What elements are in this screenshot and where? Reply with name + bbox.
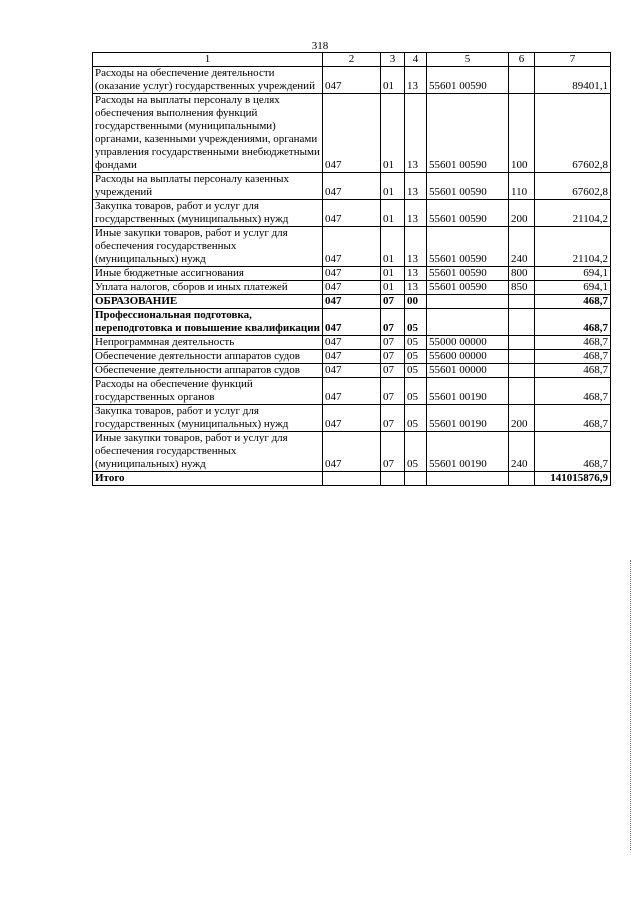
- cell-name: Расходы на выплаты персоналу в целях обеспечения выполнения функций государственными (муниципальными) органами, казенными учреждениями, органами управления государственными внебюджетными фондами: [93, 94, 323, 173]
- header-cell: 5: [427, 53, 509, 67]
- cell-name: Расходы на обеспечение деятельности (оказание услуг) государственных учреждений: [93, 67, 323, 94]
- total-label: Итого: [93, 472, 323, 486]
- cell-c4: 13: [405, 173, 427, 200]
- cell-c4: 13: [405, 281, 427, 295]
- table-row: [93, 295, 611, 309]
- total-row: [93, 472, 611, 486]
- table-row: [93, 378, 611, 405]
- cell-c5: 55601 00000: [427, 364, 509, 378]
- cell-c6: [509, 295, 535, 309]
- cell-c3: 01: [381, 227, 405, 267]
- header-cell: 4: [405, 53, 427, 67]
- cell-c7: 67602,8: [535, 173, 611, 200]
- cell-c7: 468,7: [535, 295, 611, 309]
- table-row: [93, 405, 611, 432]
- header-cell: 1: [93, 53, 323, 67]
- cell-c5: 55601 00590: [427, 281, 509, 295]
- cell-name: ОБРАЗОВАНИЕ: [93, 295, 323, 309]
- cell-c5: 55601 00590: [427, 67, 509, 94]
- cell-name: Непрограммная деятельность: [93, 336, 323, 350]
- table-row: [93, 281, 611, 295]
- cell-name: Обеспечение деятельности аппаратов судов: [93, 364, 323, 378]
- cell-c6: 200: [509, 405, 535, 432]
- cell-c2: 047: [323, 309, 381, 336]
- cell-c4: 05: [405, 309, 427, 336]
- cell-c3: 01: [381, 267, 405, 281]
- table-row: [93, 350, 611, 364]
- cell-c5: 55000 00000: [427, 336, 509, 350]
- cell-c6: 200: [509, 200, 535, 227]
- cell-c6: 240: [509, 432, 535, 472]
- cell-name: Уплата налогов, сборов и иных платежей: [93, 281, 323, 295]
- cell-c6: [509, 336, 535, 350]
- table-row: [93, 364, 611, 378]
- cell-c5: 55601 00590: [427, 227, 509, 267]
- cell-c3: 07: [381, 336, 405, 350]
- cell-name: Профессиональная подготовка, переподготовка и повышение квалификации: [93, 309, 323, 336]
- cell-c3: 01: [381, 94, 405, 173]
- header-cell: 3: [381, 53, 405, 67]
- table-header-row: [93, 53, 611, 67]
- cell-c2: 047: [323, 432, 381, 472]
- cell-c5: 55600 00000: [427, 350, 509, 364]
- cell-c2: 047: [323, 173, 381, 200]
- cell-c2: 047: [323, 378, 381, 405]
- header-cell: 6: [509, 53, 535, 67]
- cell-c4: 05: [405, 350, 427, 364]
- cell-c6: [509, 378, 535, 405]
- cell-c3: 01: [381, 173, 405, 200]
- table-row: [93, 309, 611, 336]
- cell-c7: 468,7: [535, 309, 611, 336]
- table-row: [93, 94, 611, 173]
- cell-c3: 07: [381, 378, 405, 405]
- cell-c2: 047: [323, 67, 381, 94]
- cell-c7: 468,7: [535, 364, 611, 378]
- cell-c5: 55601 00590: [427, 173, 509, 200]
- cell-name: Закупка товаров, работ и услуг для государственных (муниципальных) нужд: [93, 405, 323, 432]
- cell-name: Иные бюджетные ассигнования: [93, 267, 323, 281]
- cell-c6: 800: [509, 267, 535, 281]
- cell-c3: 07: [381, 405, 405, 432]
- cell-c4: 05: [405, 336, 427, 350]
- cell-c3: 07: [381, 432, 405, 472]
- cell-c6: 110: [509, 173, 535, 200]
- cell-name: Расходы на выплаты персоналу казенных учреждений: [93, 173, 323, 200]
- header-cell: 2: [323, 53, 381, 67]
- cell-c7: 21104,2: [535, 200, 611, 227]
- cell-name: Иные закупки товаров, работ и услуг для обеспечения государственных (муниципальных) нужд: [93, 227, 323, 267]
- cell-c6: [509, 67, 535, 94]
- cell-name: Закупка товаров, работ и услуг для государственных (муниципальных) нужд: [93, 200, 323, 227]
- cell-c4: 00: [405, 295, 427, 309]
- cell-c7: 468,7: [535, 405, 611, 432]
- cell-c7: 694,1: [535, 281, 611, 295]
- cell-c2: 047: [323, 336, 381, 350]
- cell-c4: 05: [405, 378, 427, 405]
- total-empty-cell: [427, 472, 509, 486]
- cell-c4: 13: [405, 200, 427, 227]
- total-value: 141015876,9: [535, 472, 611, 486]
- cell-c3: 07: [381, 295, 405, 309]
- total-empty-cell: [323, 472, 381, 486]
- cell-c5: 55601 00190: [427, 378, 509, 405]
- table-row: [93, 267, 611, 281]
- scan-margin-line: [630, 560, 632, 850]
- cell-c2: 047: [323, 281, 381, 295]
- cell-c3: 01: [381, 281, 405, 295]
- cell-c7: 468,7: [535, 378, 611, 405]
- cell-c6: [509, 309, 535, 336]
- cell-c3: 01: [381, 200, 405, 227]
- cell-c5: 55601 00190: [427, 405, 509, 432]
- cell-c6: [509, 364, 535, 378]
- cell-c3: 07: [381, 364, 405, 378]
- cell-c2: 047: [323, 350, 381, 364]
- cell-c5: 55601 00590: [427, 94, 509, 173]
- cell-name: Иные закупки товаров, работ и услуг для обеспечения государственных (муниципальных) нужд: [93, 432, 323, 472]
- table-row: [93, 227, 611, 267]
- cell-c2: 047: [323, 295, 381, 309]
- cell-c4: 13: [405, 94, 427, 173]
- table-row: [93, 200, 611, 227]
- cell-c6: 850: [509, 281, 535, 295]
- cell-c6: 100: [509, 94, 535, 173]
- cell-c7: 468,7: [535, 432, 611, 472]
- budget-table: [92, 52, 611, 486]
- cell-c3: 07: [381, 309, 405, 336]
- cell-c4: 05: [405, 432, 427, 472]
- cell-c7: 694,1: [535, 267, 611, 281]
- page-number: 318: [311, 40, 329, 52]
- table-row: [93, 336, 611, 350]
- cell-c7: 21104,2: [535, 227, 611, 267]
- cell-c6: 240: [509, 227, 535, 267]
- table-row: [93, 67, 611, 94]
- cell-c4: 13: [405, 67, 427, 94]
- cell-name: Расходы на обеспечение функций государственных органов: [93, 378, 323, 405]
- table-row: [93, 432, 611, 472]
- cell-c4: 13: [405, 267, 427, 281]
- cell-c5: 55601 00590: [427, 200, 509, 227]
- total-empty-cell: [381, 472, 405, 486]
- cell-c7: 468,7: [535, 336, 611, 350]
- total-empty-cell: [405, 472, 427, 486]
- cell-c4: 05: [405, 364, 427, 378]
- cell-c7: 468,7: [535, 350, 611, 364]
- cell-c5: [427, 295, 509, 309]
- cell-c5: 55601 00590: [427, 267, 509, 281]
- cell-name: Обеспечение деятельности аппаратов судов: [93, 350, 323, 364]
- cell-c2: 047: [323, 364, 381, 378]
- cell-c3: 07: [381, 350, 405, 364]
- cell-c3: 01: [381, 67, 405, 94]
- total-empty-cell: [509, 472, 535, 486]
- cell-c6: [509, 350, 535, 364]
- cell-c2: 047: [323, 405, 381, 432]
- cell-c7: 89401,1: [535, 67, 611, 94]
- cell-c2: 047: [323, 94, 381, 173]
- cell-c5: 55601 00190: [427, 432, 509, 472]
- cell-c4: 13: [405, 227, 427, 267]
- table-row: [93, 173, 611, 200]
- cell-c2: 047: [323, 227, 381, 267]
- cell-c5: [427, 309, 509, 336]
- cell-c2: 047: [323, 200, 381, 227]
- cell-c4: 05: [405, 405, 427, 432]
- header-cell: 7: [535, 53, 611, 67]
- cell-c2: 047: [323, 267, 381, 281]
- cell-c7: 67602,8: [535, 94, 611, 173]
